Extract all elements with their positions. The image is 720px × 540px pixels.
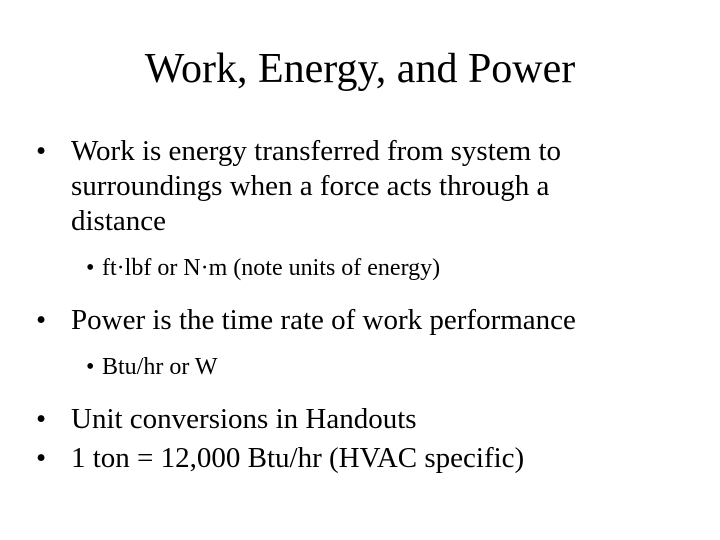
bullet-text-line: Work is energy transferred from system to	[71, 135, 561, 167]
bullet-power	[36, 303, 696, 338]
sub-bullet-power-units	[36, 352, 696, 382]
sub-bullet-text: Btu/hr or W	[102, 354, 218, 380]
bullet-ton-conversion	[36, 441, 696, 476]
bullet-marker: •	[36, 403, 47, 435]
bullet-marker: •	[36, 135, 47, 167]
bullet-text-line: Unit conversions in Handouts	[71, 403, 417, 435]
bullet-text-line: 1 ton = 12,000 Btu/hr (HVAC specific)	[71, 442, 525, 474]
bullet-text-line: surroundings when a force acts through a	[71, 170, 550, 202]
bullet-marker: •	[36, 304, 47, 336]
bullet-work	[36, 134, 696, 239]
bullet-text-line: distance	[71, 205, 167, 237]
bullet-list	[36, 134, 696, 476]
slide-title: Work, Energy, and Power	[144, 46, 576, 92]
sub-bullet-marker: •	[86, 255, 95, 281]
bullet-unit-conversions	[36, 402, 696, 437]
sub-bullet-units	[36, 253, 696, 283]
sub-bullet-text: ft·lbf or N·m (note units of energy)	[102, 255, 441, 281]
bullet-text-line: Power is the time rate of work performance	[71, 304, 576, 336]
bullet-marker: •	[36, 442, 47, 474]
sub-bullet-marker: •	[86, 354, 95, 380]
